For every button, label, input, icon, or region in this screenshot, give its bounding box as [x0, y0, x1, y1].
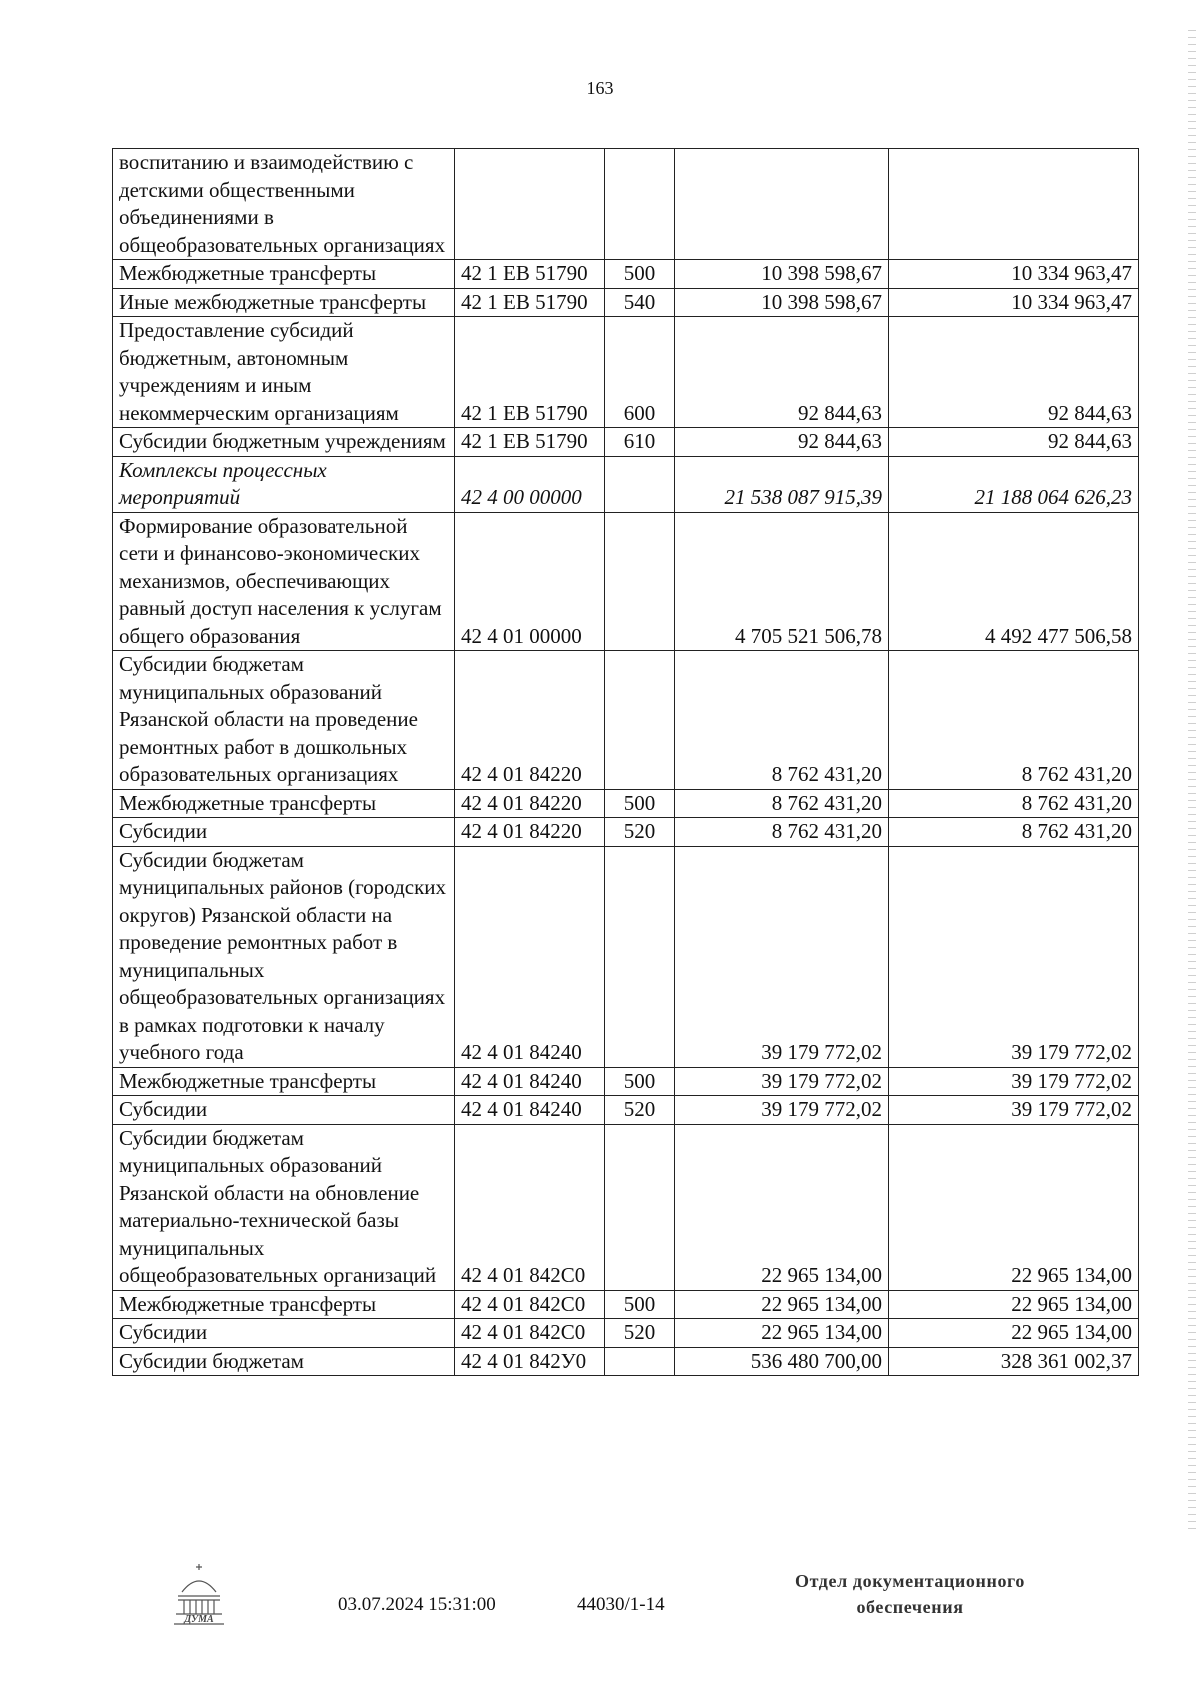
row-sum-1: 10 398 598,67 — [675, 260, 889, 289]
row-code: 42 4 01 84240 — [455, 846, 605, 1067]
row-code: 42 1 ЕВ 51790 — [455, 288, 605, 317]
row-type: 500 — [605, 789, 675, 818]
row-name: Субсидии — [113, 1096, 455, 1125]
row-sum-1: 22 965 134,00 — [675, 1319, 889, 1348]
row-sum-1: 22 965 134,00 — [675, 1124, 889, 1290]
row-sum-2: 22 965 134,00 — [889, 1319, 1139, 1348]
table-row — [113, 1124, 1139, 1290]
table-row — [113, 1096, 1139, 1125]
row-code: 42 4 01 842С0 — [455, 1124, 605, 1290]
row-sum-2: 8 762 431,20 — [889, 651, 1139, 790]
row-sum-1: 10 398 598,67 — [675, 288, 889, 317]
footer-reg-number: 44030/1-14 — [577, 1594, 665, 1615]
duma-emblem-icon — [168, 1562, 230, 1626]
row-code: 42 4 01 00000 — [455, 512, 605, 651]
table-row — [113, 317, 1139, 428]
row-sum-1 — [675, 149, 889, 260]
row-sum-1: 39 179 772,02 — [675, 1067, 889, 1096]
row-sum-2: 328 361 002,37 — [889, 1347, 1139, 1376]
row-sum-2: 22 965 134,00 — [889, 1290, 1139, 1319]
row-name: Субсидии бюджетам — [113, 1347, 455, 1376]
table-row — [113, 789, 1139, 818]
row-type: 500 — [605, 1290, 675, 1319]
row-code: 42 4 01 84240 — [455, 1067, 605, 1096]
table-row — [113, 818, 1139, 847]
page-number: 163 — [586, 78, 614, 98]
table-row — [113, 846, 1139, 1067]
row-name: Межбюджетные трансферты — [113, 1290, 455, 1319]
table-row — [113, 512, 1139, 651]
row-name: воспитанию и взаимодействию с детскими общественными объединениями в общеобразовательных организациях — [113, 149, 455, 260]
row-code: 42 4 01 842У0 — [455, 1347, 605, 1376]
row-code: 42 4 01 84240 — [455, 1096, 605, 1125]
row-name: Субсидии — [113, 818, 455, 847]
table-row — [113, 428, 1139, 457]
table-row — [113, 1347, 1139, 1376]
row-type — [605, 1347, 675, 1376]
row-type — [605, 1124, 675, 1290]
row-sum-2: 21 188 064 626,23 — [889, 456, 1139, 512]
table-row — [113, 1290, 1139, 1319]
row-type — [605, 456, 675, 512]
row-sum-2: 10 334 963,47 — [889, 260, 1139, 289]
row-code: 42 1 ЕВ 51790 — [455, 317, 605, 428]
row-type: 520 — [605, 1096, 675, 1125]
row-name: Субсидии — [113, 1319, 455, 1348]
table-row — [113, 260, 1139, 289]
footer-date: 03.07.2024 15:31:00 — [338, 1594, 496, 1615]
row-type — [605, 512, 675, 651]
row-name: Иные межбюджетные трансферты — [113, 288, 455, 317]
row-type: 600 — [605, 317, 675, 428]
row-name: Субсидии бюджетным учреждениям — [113, 428, 455, 457]
row-name: Формирование образовательной сети и финансово-экономических механизмов, обеспечивающих равный доступ населения к услугам общего образования — [113, 512, 455, 651]
row-sum-2: 22 965 134,00 — [889, 1124, 1139, 1290]
row-sum-1: 21 538 087 915,39 — [675, 456, 889, 512]
row-code: 42 1 ЕВ 51790 — [455, 428, 605, 457]
row-name: Межбюджетные трансферты — [113, 260, 455, 289]
budget-table — [112, 148, 1139, 1376]
department-stamp — [740, 1568, 1080, 1620]
row-sum-2: 92 844,63 — [889, 428, 1139, 457]
row-code: 42 1 ЕВ 51790 — [455, 260, 605, 289]
row-type — [605, 846, 675, 1067]
row-name: Комплексы процессных мероприятий — [113, 456, 455, 512]
row-sum-2: 8 762 431,20 — [889, 818, 1139, 847]
row-sum-2: 8 762 431,20 — [889, 789, 1139, 818]
row-sum-2: 4 492 477 506,58 — [889, 512, 1139, 651]
table-row — [113, 288, 1139, 317]
row-sum-1: 8 762 431,20 — [675, 651, 889, 790]
row-sum-2: 39 179 772,02 — [889, 1067, 1139, 1096]
row-sum-2: 10 334 963,47 — [889, 288, 1139, 317]
row-code: 42 4 01 842С0 — [455, 1290, 605, 1319]
row-type: 500 — [605, 260, 675, 289]
row-code: 42 4 01 84220 — [455, 789, 605, 818]
row-sum-2: 92 844,63 — [889, 317, 1139, 428]
row-type: 540 — [605, 288, 675, 317]
row-code: 42 4 01 84220 — [455, 818, 605, 847]
table-row — [113, 1067, 1139, 1096]
row-sum-2: 39 179 772,02 — [889, 846, 1139, 1067]
emblem-text: ДУМА — [184, 1614, 214, 1625]
row-type: 610 — [605, 428, 675, 457]
table-row — [113, 456, 1139, 512]
row-sum-1: 92 844,63 — [675, 428, 889, 457]
scan-edge-marks — [1188, 30, 1196, 1530]
row-name: Межбюджетные трансферты — [113, 789, 455, 818]
row-sum-1: 4 705 521 506,78 — [675, 512, 889, 651]
row-sum-1: 536 480 700,00 — [675, 1347, 889, 1376]
row-name: Субсидии бюджетам муниципальных районов (городских округов) Рязанской области на проведение ремонтных работ в муниципальных общеобразовательных организациях в рамках подготовки к началу учебного года — [113, 846, 455, 1067]
row-code: 42 4 01 842С0 — [455, 1319, 605, 1348]
row-sum-1: 22 965 134,00 — [675, 1290, 889, 1319]
row-type: 520 — [605, 818, 675, 847]
row-name: Субсидии бюджетам муниципальных образований Рязанской области на проведение ремонтных работ в дошкольных образовательных организациях — [113, 651, 455, 790]
row-sum-1: 39 179 772,02 — [675, 846, 889, 1067]
row-sum-2 — [889, 149, 1139, 260]
row-type — [605, 149, 675, 260]
row-name: Предоставление субсидий бюджетным, автономным учреждениям и иным некоммерческим организациям — [113, 317, 455, 428]
row-code: 42 4 01 84220 — [455, 651, 605, 790]
stamp-line-2: обеспечения — [856, 1597, 964, 1617]
row-sum-1: 8 762 431,20 — [675, 789, 889, 818]
row-type — [605, 651, 675, 790]
row-sum-2: 39 179 772,02 — [889, 1096, 1139, 1125]
row-type: 520 — [605, 1319, 675, 1348]
row-type: 500 — [605, 1067, 675, 1096]
row-sum-1: 39 179 772,02 — [675, 1096, 889, 1125]
row-code — [455, 149, 605, 260]
table-row — [113, 149, 1139, 260]
row-name: Межбюджетные трансферты — [113, 1067, 455, 1096]
table-row — [113, 651, 1139, 790]
stamp-line-1: Отдел документационного — [795, 1571, 1025, 1591]
row-sum-1: 92 844,63 — [675, 317, 889, 428]
table-row — [113, 1319, 1139, 1348]
row-code: 42 4 00 00000 — [455, 456, 605, 512]
row-name: Субсидии бюджетам муниципальных образований Рязанской области на обновление материально-технической базы муниципальных общеобразовательных организаций — [113, 1124, 455, 1290]
row-sum-1: 8 762 431,20 — [675, 818, 889, 847]
